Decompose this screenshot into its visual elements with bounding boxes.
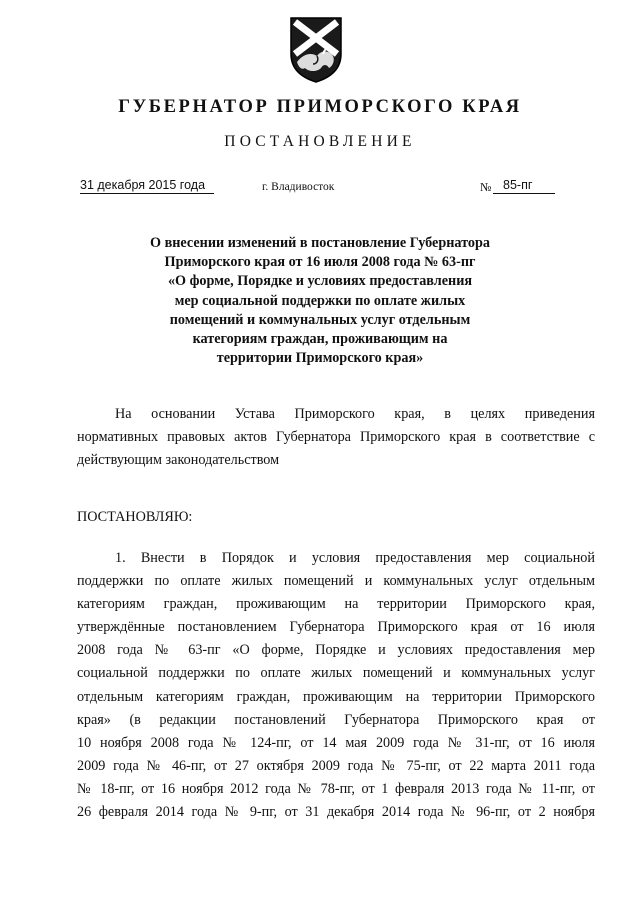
- paragraph-line: 2009 года № 46-пг, от 27 октября 2009 года № 75-пг, от 22 марта 2011 года: [77, 757, 595, 774]
- paragraph-line: № 18-пг, от 16 ноября 2012 года № 78-пг, от 1 февраля 2013 года № 11-пг, от: [77, 780, 595, 797]
- paragraph-line: края» (в редакции постановлений Губернатора Приморского края от: [77, 711, 595, 728]
- item-1-paragraph: [77, 547, 595, 824]
- preamble-paragraph: [77, 403, 595, 472]
- heading-line: помещений и коммунальных услуг отдельным: [169, 311, 471, 328]
- paragraph-line: отдельным категориям граждан, проживающим на территории Приморского: [77, 688, 595, 705]
- paragraph-line: 2008 года № 63-пг «О форме, Порядке и условиях предоставления мер: [77, 642, 595, 659]
- document-date: 31 декабря 2015 года: [80, 178, 214, 194]
- paragraph-line: утверждённые постановлением Губернатора Приморского края от 16 июля: [77, 619, 595, 636]
- document-place: г. Владивосток: [262, 181, 335, 193]
- coat-of-arms-icon: [287, 14, 345, 84]
- paragraph-line: 26 февраля 2014 года № 9-пг, от 31 декабря 2014 года № 96-пг, от 2 ноября: [77, 804, 595, 821]
- heading-line: «О форме, Порядке и условиях предоставления: [167, 273, 473, 290]
- paragraph-line: нормативных правовых актов Губернатора Приморского края в соответствие с: [77, 429, 595, 446]
- heading-line: мер социальной поддержки по оплате жилых: [174, 292, 466, 309]
- paragraph-line: категориям граждан, проживающим на территории Приморского края,: [77, 596, 595, 613]
- document-number: 85-пг: [493, 178, 555, 194]
- document-type: ПОСТАНОВЛЕНИЕ: [224, 133, 416, 150]
- paragraph-line: 10 ноября 2008 года № 124-пг, от 14 мая 2009 года № 31-пг, от 16 июля: [77, 734, 595, 751]
- paragraph-line: 1. Внести в Порядок и условия предоставления мер социальной: [115, 550, 595, 566]
- paragraph-line: действующим законодательством: [77, 452, 280, 469]
- paragraph-line: социальной поддержки по оплате жилых помещений и коммунальных услуг: [77, 665, 595, 682]
- document-number-label: №: [480, 180, 492, 194]
- heading-line: О внесении изменений в постановление Губернатора: [150, 235, 490, 251]
- heading-line: категориям граждан, проживающим на: [192, 331, 448, 348]
- decree-word: ПОСТАНОВЛЯЮ:: [77, 509, 193, 525]
- governor-title: ГУБЕРНАТОР ПРИМОРСКОГО КРАЯ: [118, 97, 522, 117]
- heading-line: Приморского края от 16 июля 2008 года № 63-пг: [164, 254, 476, 271]
- paragraph-line: поддержки по оплате жилых помещений и коммунальных услуг отдельным: [77, 573, 595, 590]
- heading-line: территории Приморского края»: [216, 350, 424, 367]
- document-heading: [100, 234, 540, 368]
- paragraph-line: На основании Устава Приморского края, в целях приведения: [115, 406, 595, 422]
